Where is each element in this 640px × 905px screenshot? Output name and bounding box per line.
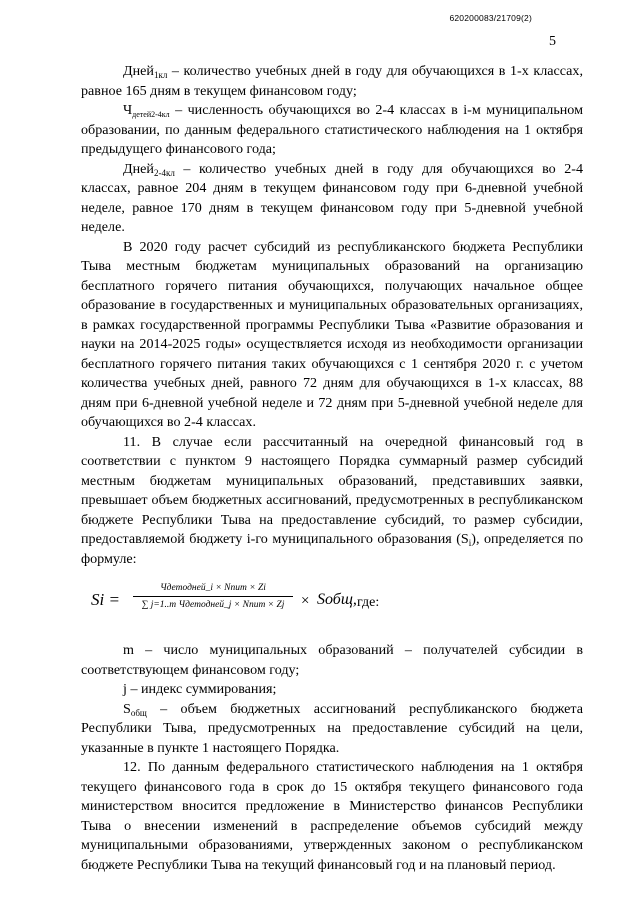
paragraph-text: 11. В случае если рассчитанный на очередной финансовый год в соответствии с пунктом 9 настоящего Порядка суммарный размер субсидий местным бюджетам муниципальных образований, представивших заявки, превышает объем бюджетных ассигнований, предусмотренных в республиканском бюджете Республики Тыва на предоставление субсидий, то размер субсидии, предоставляемой бюджету i-го муниципального образования (S bbox=[81, 433, 583, 547]
var-subscript: детей2-4кл bbox=[132, 110, 170, 119]
paragraph-item-11 bbox=[81, 433, 583, 570]
paragraph-days-1kl bbox=[81, 62, 583, 101]
document-id: 620200083/21709(2) bbox=[449, 13, 532, 23]
paragraph-j-definition: j – индекс суммирования; bbox=[123, 681, 277, 697]
page-number: 5 bbox=[549, 34, 556, 49]
paragraph-children-2-4 bbox=[81, 101, 583, 160]
formula-denominator: ∑ j=1..m Чдетодней_j × Nпит × Zj bbox=[141, 600, 285, 610]
paragraph-text: – численность обучающихся во 2-4 классах в i-м муниципальном образовании, по данным федерального статистического наблюдения на 1 октября предыдущего финансового года; bbox=[81, 102, 583, 157]
subsidy-formula bbox=[81, 577, 583, 635]
paragraph-item-12: 12. По данным федерального статистического наблюдения на 1 октября текущего финансового года в срок до 15 октября текущего финансового года министерством вносится предложение в Министерство финансов Республики Тыва о внесении изменений в распределение объемов субсидий между муниципальными образованиями, утвержденных законом о республиканском бюджете Республики Тыва на текущий финансовый год и на плановый период. bbox=[81, 759, 583, 873]
var-subscript: 1кл bbox=[153, 70, 168, 80]
paragraph-text: – количество учебных дней в году для обучающихся во 2-4 классах, равное 204 дням в текущем финансовом году при 6-дневной учебной неделе, равное 170 дням в текущем финансовом году при 5-дневной учебной неделе. bbox=[81, 160, 583, 235]
paragraph-sobsh-definition bbox=[81, 700, 583, 759]
var-subscript: 2-4кл bbox=[153, 167, 175, 178]
paragraph-days-2-4kl bbox=[81, 160, 583, 238]
var-subscript: общ bbox=[130, 707, 147, 718]
paragraph-m-definition: m – число муниципальных образований – получателей субсидии в соответствующем финансовом году; bbox=[81, 642, 583, 678]
formula-fraction bbox=[133, 581, 293, 612]
var-name: Ч bbox=[123, 102, 133, 118]
var-name: Дней bbox=[123, 160, 154, 177]
paragraph-text-end: ), определяется по формуле: bbox=[81, 531, 584, 567]
document-body bbox=[81, 62, 583, 875]
var-name: S bbox=[123, 700, 131, 717]
var-subscript: i bbox=[468, 538, 472, 548]
paragraph-text: – количество учебных дней в году для обучающихся в 1-х классах, равное 165 дням в текущем финансовом году; bbox=[81, 63, 583, 99]
paragraph-2020-calculation: В 2020 году расчет субсидий из республиканского бюджета Республики Тыва местным бюджетам муниципальных образований на организацию бесплатного горячего питания обучающихся, получающих начальное общее образование в государственных и муниципальных образовательных организациях, в рамках государственной программы Республики Тыва «Развитие образования и науки на 2014-2025 годы» осуществляется исходя из необходимости организации бесплатного горячего питания таких обучающихся с 1 сентября 2020 г. с учетом количества учебных дней, равного 72 дням для обучающихся в 1-х классах, 88 дням при 6-дневной учебной неделе и 72 дням при 5-дневной учебной неделе для обучающихся во 2-4 классах. bbox=[81, 238, 583, 430]
formula-where: где: bbox=[357, 595, 380, 610]
var-name: Дней bbox=[123, 63, 154, 79]
formula-numerator: Чдетодней_i × Nпит × Zi bbox=[160, 583, 266, 593]
paragraph-text: – объем бюджетных ассигнований республиканского бюджета Республики Тыва, предусмотренных на предоставление субсидий на цели, указанные в пункте 1 настоящего Порядка. bbox=[81, 700, 583, 756]
formula-lhs: Si = bbox=[91, 590, 120, 609]
formula-times: × bbox=[301, 593, 310, 609]
formula-total: Sобщ, bbox=[317, 591, 357, 608]
fraction-bar bbox=[133, 596, 293, 597]
